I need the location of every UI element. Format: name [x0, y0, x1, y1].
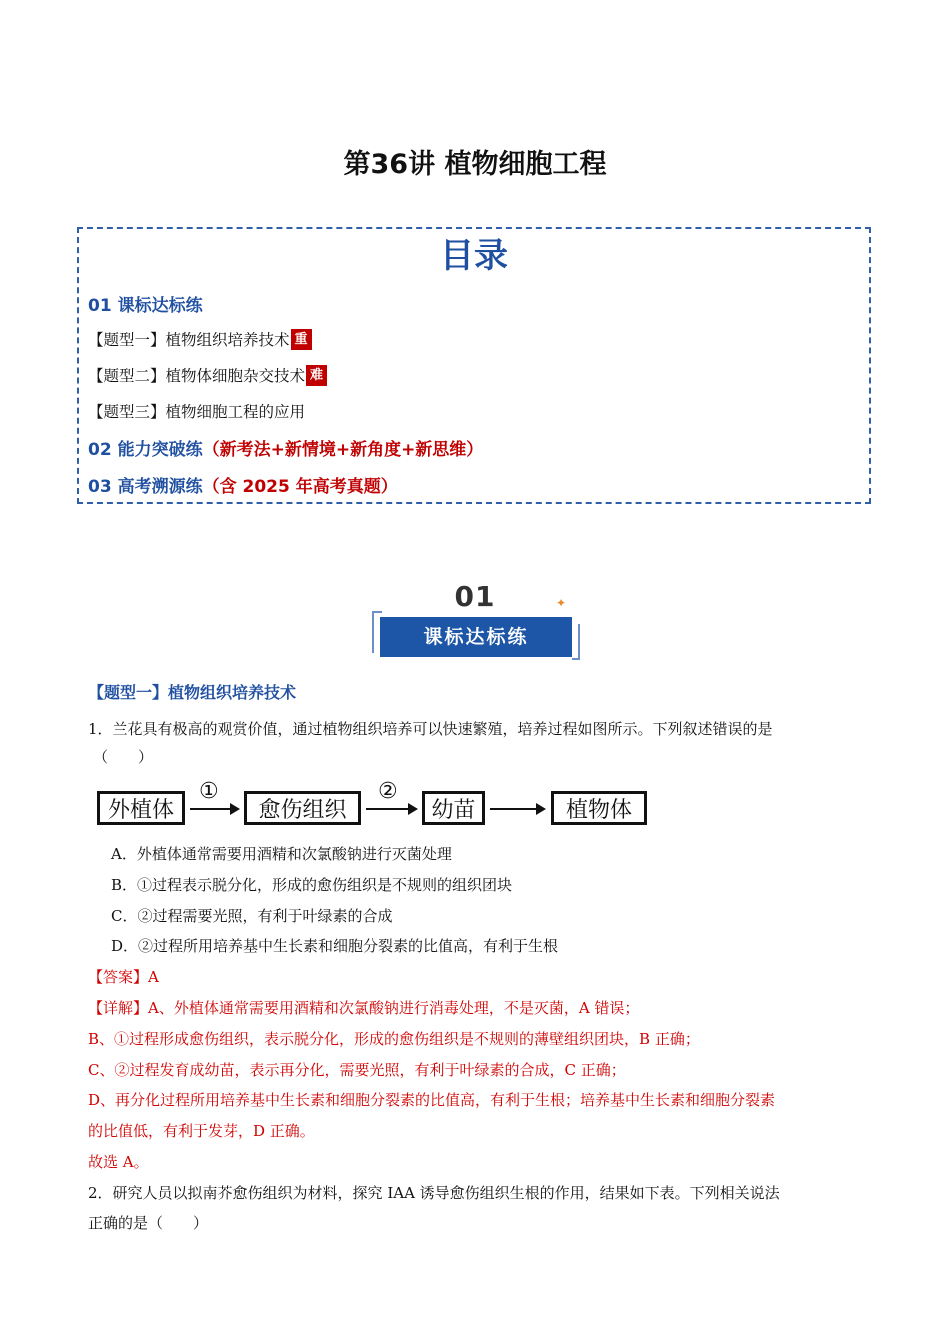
- toc-section-2-sub: （新考法+新情境+新角度+新思维）: [202, 440, 484, 460]
- q2-stem: 2．研究人员以拟南芥愈伤组织为材料，探究 IAA 诱导愈伤组织生根的作用，结果如下表。下列相关说法: [88, 1184, 780, 1202]
- toc-item-2[interactable]: [88, 364, 327, 386]
- page-title: 第36讲 植物细胞工程: [343, 149, 607, 180]
- q1-option-b: B．①过程表示脱分化，形成的愈伤组织是不规则的组织团块: [111, 876, 513, 894]
- diagram-arrow-2: [366, 808, 416, 810]
- toc-section-3-label: 03 高考溯源练: [88, 477, 203, 497]
- q1-option-c: C．②过程需要光照，有利于叶绿素的合成: [111, 907, 393, 925]
- q1-explain-line: B、①过程形成愈伤组织，表示脱分化，形成的愈伤组织是不规则的薄壁组织团块，B 正确；: [88, 1030, 700, 1048]
- toc-section-2[interactable]: [88, 435, 483, 460]
- toc-section-1[interactable]: 01 课标达标练: [88, 296, 203, 316]
- diagram-box-plant: 植物体: [551, 791, 647, 825]
- toc-section-2-label: 02 能力突破练: [88, 440, 203, 460]
- toc-item-3[interactable]: [88, 400, 305, 422]
- sparkle-icon: ✦: [556, 596, 567, 610]
- question-type-heading: 【题型一】植物组织培养技术: [88, 683, 297, 702]
- q1-explain-line: 的比值低，有利于发芽，D 正确。: [88, 1122, 315, 1140]
- q1-stem: 1．兰花具有极高的观赏价值，通过植物组织培养可以快速繁殖，培养过程如图所示。下列叙述错误的是: [88, 720, 773, 738]
- q1-answer: 【答案】A: [88, 968, 159, 986]
- q1-explain-line: C、②过程发育成幼苗，表示再分化，需要光照，有利于叶绿素的合成，C 正确；: [88, 1061, 626, 1079]
- toc-item-label: 【题型一】植物组织培养技术: [88, 331, 290, 349]
- toc-heading: 目录: [440, 236, 508, 276]
- toc-section-3[interactable]: [88, 472, 398, 497]
- badge-important: 重: [291, 329, 312, 350]
- q1-explain-line: D、再分化过程所用培养基中生长素和细胞分裂素的比值高，有利于生根；培养基中生长素和细胞分裂素: [88, 1091, 776, 1109]
- diagram-step-1: ①: [199, 779, 219, 804]
- q1-option-a: A．外植体通常需要用酒精和次氯酸钠进行灭菌处理: [111, 845, 452, 863]
- q1-conclusion: 故选 A。: [88, 1153, 149, 1171]
- q2-stem-cont: 正确的是（ ）: [88, 1214, 209, 1232]
- diagram-box-callus: 愈伤组织: [244, 791, 361, 825]
- q1-option-d: D．②过程所用培养基中生长素和细胞分裂素的比值高，有利于生根: [111, 937, 559, 955]
- q1-explain-line: 【详解】A、外植体通常需要用酒精和次氯酸钠进行消毒处理，不是灭菌，A 错误；: [88, 999, 640, 1017]
- diagram-box-seedling: 幼苗: [422, 791, 485, 825]
- diagram-arrow-3: [490, 808, 544, 810]
- badge-difficult: 难: [306, 365, 327, 386]
- toc-item-1[interactable]: [88, 328, 312, 350]
- diagram-arrow-1: [190, 808, 238, 810]
- q1-stem-paren: （ ）: [93, 748, 154, 766]
- toc-item-label: 【题型三】植物细胞工程的应用: [88, 403, 306, 421]
- diagram-step-2: ②: [378, 779, 398, 804]
- toc-section-3-sub: （含 2025 年高考真题）: [202, 477, 398, 497]
- toc-item-label: 【题型二】植物体细胞杂交技术: [88, 367, 306, 385]
- diagram-box-explant: 外植体: [97, 791, 185, 825]
- banner-decoration-right: [572, 624, 580, 660]
- section-banner: 课标达标练: [380, 617, 572, 657]
- section-number: 01: [454, 580, 496, 613]
